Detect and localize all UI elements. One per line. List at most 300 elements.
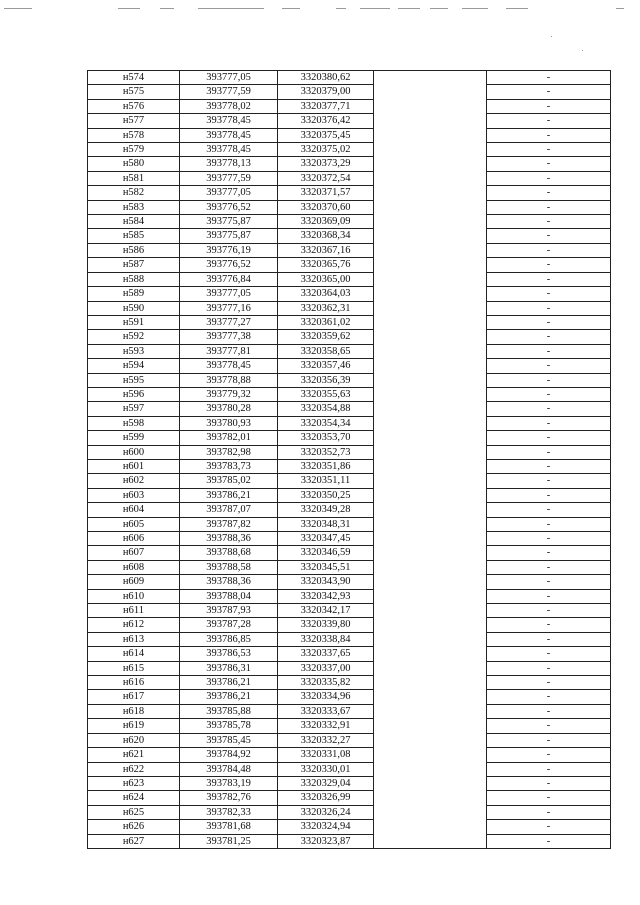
note-cell: - <box>487 402 611 416</box>
point-cell: н612 <box>88 618 180 632</box>
note-cell: - <box>487 532 611 546</box>
point-cell: н603 <box>88 488 180 502</box>
note-cell: - <box>487 604 611 618</box>
note-cell: - <box>487 272 611 286</box>
table-row <box>88 402 611 416</box>
note-cell: - <box>487 71 611 85</box>
coordinates-table-body <box>88 71 611 849</box>
point-cell: н608 <box>88 560 180 574</box>
x-coordinate-cell: 393785,45 <box>180 733 278 747</box>
y-coordinate-cell: 3320371,57 <box>278 186 374 200</box>
note-cell: - <box>487 416 611 430</box>
table-row <box>88 488 611 502</box>
empty-cell <box>374 243 487 257</box>
point-cell: н607 <box>88 546 180 560</box>
point-cell: н592 <box>88 330 180 344</box>
point-cell: н590 <box>88 301 180 315</box>
y-coordinate-cell: 3320351,11 <box>278 474 374 488</box>
note-cell: - <box>487 546 611 560</box>
point-cell: н593 <box>88 344 180 358</box>
note-cell: - <box>487 762 611 776</box>
x-coordinate-cell: 393778,45 <box>180 359 278 373</box>
scan-speck <box>551 36 552 37</box>
x-coordinate-cell: 393782,01 <box>180 431 278 445</box>
point-cell: н617 <box>88 690 180 704</box>
note-cell: - <box>487 445 611 459</box>
empty-cell <box>374 229 487 243</box>
empty-cell <box>374 748 487 762</box>
y-coordinate-cell: 3320334,96 <box>278 690 374 704</box>
point-cell: н589 <box>88 287 180 301</box>
x-coordinate-cell: 393785,88 <box>180 704 278 718</box>
point-cell: н597 <box>88 402 180 416</box>
point-cell: н620 <box>88 733 180 747</box>
x-coordinate-cell: 393787,28 <box>180 618 278 632</box>
empty-cell <box>374 560 487 574</box>
table-row <box>88 114 611 128</box>
y-coordinate-cell: 3320351,86 <box>278 459 374 473</box>
empty-cell <box>374 618 487 632</box>
empty-cell <box>374 344 487 358</box>
y-coordinate-cell: 3320380,62 <box>278 71 374 85</box>
empty-cell <box>374 330 487 344</box>
point-cell: н584 <box>88 215 180 229</box>
empty-cell <box>374 157 487 171</box>
point-cell: н576 <box>88 99 180 113</box>
note-cell: - <box>487 805 611 819</box>
point-cell: н610 <box>88 589 180 603</box>
table-row <box>88 71 611 85</box>
point-cell: н619 <box>88 719 180 733</box>
x-coordinate-cell: 393787,82 <box>180 517 278 531</box>
empty-cell <box>374 215 487 229</box>
note-cell: - <box>487 243 611 257</box>
y-coordinate-cell: 3320356,39 <box>278 373 374 387</box>
y-coordinate-cell: 3320339,80 <box>278 618 374 632</box>
y-coordinate-cell: 3320377,71 <box>278 99 374 113</box>
note-cell: - <box>487 748 611 762</box>
table-row <box>88 186 611 200</box>
y-coordinate-cell: 3320373,29 <box>278 157 374 171</box>
point-cell: н604 <box>88 503 180 517</box>
point-cell: н587 <box>88 258 180 272</box>
note-cell: - <box>487 215 611 229</box>
point-cell: н614 <box>88 647 180 661</box>
x-coordinate-cell: 393778,88 <box>180 373 278 387</box>
point-cell: н601 <box>88 459 180 473</box>
x-coordinate-cell: 393777,81 <box>180 344 278 358</box>
table-row <box>88 301 611 315</box>
note-cell: - <box>487 704 611 718</box>
x-coordinate-cell: 393777,05 <box>180 186 278 200</box>
empty-cell <box>374 503 487 517</box>
table-row <box>88 776 611 790</box>
y-coordinate-cell: 3320372,54 <box>278 171 374 185</box>
table-row <box>88 474 611 488</box>
note-cell: - <box>487 99 611 113</box>
y-coordinate-cell: 3320335,82 <box>278 676 374 690</box>
empty-cell <box>374 301 487 315</box>
y-coordinate-cell: 3320326,24 <box>278 805 374 819</box>
y-coordinate-cell: 3320347,45 <box>278 532 374 546</box>
note-cell: - <box>487 301 611 315</box>
table-row <box>88 258 611 272</box>
point-cell: н582 <box>88 186 180 200</box>
point-cell: н600 <box>88 445 180 459</box>
table-row <box>88 330 611 344</box>
note-cell: - <box>487 387 611 401</box>
note-cell: - <box>487 186 611 200</box>
point-cell: н595 <box>88 373 180 387</box>
x-coordinate-cell: 393784,92 <box>180 748 278 762</box>
table-row <box>88 589 611 603</box>
note-cell: - <box>487 733 611 747</box>
table-row <box>88 733 611 747</box>
x-coordinate-cell: 393783,19 <box>180 776 278 790</box>
table-row <box>88 200 611 214</box>
x-coordinate-cell: 393786,21 <box>180 488 278 502</box>
empty-cell <box>374 416 487 430</box>
point-cell: н583 <box>88 200 180 214</box>
table-row <box>88 503 611 517</box>
table-row <box>88 690 611 704</box>
point-cell: н602 <box>88 474 180 488</box>
note-cell: - <box>487 143 611 157</box>
x-coordinate-cell: 393786,21 <box>180 690 278 704</box>
x-coordinate-cell: 393786,31 <box>180 661 278 675</box>
x-coordinate-cell: 393787,93 <box>180 604 278 618</box>
point-cell: н618 <box>88 704 180 718</box>
x-coordinate-cell: 393777,59 <box>180 85 278 99</box>
empty-cell <box>374 676 487 690</box>
x-coordinate-cell: 393780,28 <box>180 402 278 416</box>
note-cell: - <box>487 647 611 661</box>
y-coordinate-cell: 3320362,31 <box>278 301 374 315</box>
point-cell: н615 <box>88 661 180 675</box>
note-cell: - <box>487 431 611 445</box>
table-row <box>88 748 611 762</box>
y-coordinate-cell: 3320332,91 <box>278 719 374 733</box>
x-coordinate-cell: 393775,87 <box>180 229 278 243</box>
x-coordinate-cell: 393777,27 <box>180 315 278 329</box>
scan-speck <box>582 50 583 51</box>
x-coordinate-cell: 393786,53 <box>180 647 278 661</box>
note-cell: - <box>487 575 611 589</box>
table-row <box>88 719 611 733</box>
table-row <box>88 791 611 805</box>
empty-cell <box>374 258 487 272</box>
y-coordinate-cell: 3320332,27 <box>278 733 374 747</box>
note-cell: - <box>487 128 611 142</box>
note-cell: - <box>487 200 611 214</box>
y-coordinate-cell: 3320364,03 <box>278 287 374 301</box>
y-coordinate-cell: 3320323,87 <box>278 834 374 848</box>
x-coordinate-cell: 393788,58 <box>180 560 278 574</box>
x-coordinate-cell: 393781,68 <box>180 820 278 834</box>
point-cell: н596 <box>88 387 180 401</box>
note-cell: - <box>487 488 611 502</box>
x-coordinate-cell: 393777,05 <box>180 287 278 301</box>
y-coordinate-cell: 3320342,93 <box>278 589 374 603</box>
empty-cell <box>374 287 487 301</box>
empty-cell <box>374 546 487 560</box>
table-row <box>88 445 611 459</box>
point-cell: н585 <box>88 229 180 243</box>
x-coordinate-cell: 393780,93 <box>180 416 278 430</box>
table-row <box>88 618 611 632</box>
table-row <box>88 560 611 574</box>
note-cell: - <box>487 229 611 243</box>
y-coordinate-cell: 3320367,16 <box>278 243 374 257</box>
table-row <box>88 85 611 99</box>
y-coordinate-cell: 3320376,42 <box>278 114 374 128</box>
y-coordinate-cell: 3320365,00 <box>278 272 374 286</box>
x-coordinate-cell: 393778,13 <box>180 157 278 171</box>
table-row <box>88 128 611 142</box>
table-row <box>88 272 611 286</box>
x-coordinate-cell: 393783,73 <box>180 459 278 473</box>
note-cell: - <box>487 258 611 272</box>
table-row <box>88 704 611 718</box>
y-coordinate-cell: 3320361,02 <box>278 315 374 329</box>
y-coordinate-cell: 3320343,90 <box>278 575 374 589</box>
point-cell: н611 <box>88 604 180 618</box>
x-coordinate-cell: 393784,48 <box>180 762 278 776</box>
y-coordinate-cell: 3320346,59 <box>278 546 374 560</box>
x-coordinate-cell: 393781,25 <box>180 834 278 848</box>
empty-cell <box>374 315 487 329</box>
empty-cell <box>374 575 487 589</box>
empty-cell <box>374 272 487 286</box>
point-cell: н594 <box>88 359 180 373</box>
y-coordinate-cell: 3320369,09 <box>278 215 374 229</box>
table-row <box>88 546 611 560</box>
table-row <box>88 661 611 675</box>
note-cell: - <box>487 719 611 733</box>
note-cell: - <box>487 820 611 834</box>
empty-cell <box>374 128 487 142</box>
empty-cell <box>374 402 487 416</box>
empty-cell <box>374 445 487 459</box>
empty-cell <box>374 143 487 157</box>
x-coordinate-cell: 393782,98 <box>180 445 278 459</box>
note-cell: - <box>487 503 611 517</box>
note-cell: - <box>487 459 611 473</box>
note-cell: - <box>487 791 611 805</box>
empty-cell <box>374 488 487 502</box>
table-row <box>88 99 611 113</box>
x-coordinate-cell: 393788,36 <box>180 532 278 546</box>
x-coordinate-cell: 393777,38 <box>180 330 278 344</box>
y-coordinate-cell: 3320359,62 <box>278 330 374 344</box>
empty-cell <box>374 834 487 848</box>
scan-header-noise <box>0 0 640 20</box>
x-coordinate-cell: 393778,45 <box>180 128 278 142</box>
note-cell: - <box>487 315 611 329</box>
table-row <box>88 575 611 589</box>
note-cell: - <box>487 661 611 675</box>
y-coordinate-cell: 3320354,88 <box>278 402 374 416</box>
x-coordinate-cell: 393787,07 <box>180 503 278 517</box>
point-cell: н579 <box>88 143 180 157</box>
table-row <box>88 647 611 661</box>
note-cell: - <box>487 474 611 488</box>
empty-cell <box>374 704 487 718</box>
point-cell: н580 <box>88 157 180 171</box>
table-row <box>88 143 611 157</box>
point-cell: н578 <box>88 128 180 142</box>
note-cell: - <box>487 690 611 704</box>
y-coordinate-cell: 3320338,84 <box>278 632 374 646</box>
point-cell: н598 <box>88 416 180 430</box>
table-row <box>88 805 611 819</box>
x-coordinate-cell: 393778,02 <box>180 99 278 113</box>
x-coordinate-cell: 393775,87 <box>180 215 278 229</box>
empty-cell <box>374 459 487 473</box>
point-cell: н577 <box>88 114 180 128</box>
y-coordinate-cell: 3320375,45 <box>278 128 374 142</box>
table-row <box>88 387 611 401</box>
table-row <box>88 604 611 618</box>
y-coordinate-cell: 3320345,51 <box>278 560 374 574</box>
table-row <box>88 243 611 257</box>
point-cell: н574 <box>88 71 180 85</box>
empty-cell <box>374 589 487 603</box>
x-coordinate-cell: 393785,78 <box>180 719 278 733</box>
note-cell: - <box>487 157 611 171</box>
coordinates-table <box>87 70 611 849</box>
table-row <box>88 416 611 430</box>
table-row <box>88 359 611 373</box>
empty-cell <box>374 820 487 834</box>
y-coordinate-cell: 3320337,65 <box>278 647 374 661</box>
table-row <box>88 431 611 445</box>
empty-cell <box>374 387 487 401</box>
x-coordinate-cell: 393777,59 <box>180 171 278 185</box>
empty-cell <box>374 791 487 805</box>
empty-cell <box>374 805 487 819</box>
note-cell: - <box>487 632 611 646</box>
point-cell: н623 <box>88 776 180 790</box>
empty-cell <box>374 99 487 113</box>
y-coordinate-cell: 3320358,65 <box>278 344 374 358</box>
x-coordinate-cell: 393778,45 <box>180 114 278 128</box>
y-coordinate-cell: 3320329,04 <box>278 776 374 790</box>
point-cell: н627 <box>88 834 180 848</box>
table-row <box>88 632 611 646</box>
y-coordinate-cell: 3320354,34 <box>278 416 374 430</box>
table-row <box>88 287 611 301</box>
point-cell: н625 <box>88 805 180 819</box>
point-cell: н606 <box>88 532 180 546</box>
y-coordinate-cell: 3320331,08 <box>278 748 374 762</box>
x-coordinate-cell: 393786,85 <box>180 632 278 646</box>
empty-cell <box>374 762 487 776</box>
y-coordinate-cell: 3320368,34 <box>278 229 374 243</box>
x-coordinate-cell: 393782,76 <box>180 791 278 805</box>
point-cell: н599 <box>88 431 180 445</box>
point-cell: н616 <box>88 676 180 690</box>
point-cell: н622 <box>88 762 180 776</box>
x-coordinate-cell: 393785,02 <box>180 474 278 488</box>
empty-cell <box>374 85 487 99</box>
table-row <box>88 532 611 546</box>
table-row <box>88 517 611 531</box>
y-coordinate-cell: 3320350,25 <box>278 488 374 502</box>
note-cell: - <box>487 776 611 790</box>
point-cell: н609 <box>88 575 180 589</box>
empty-cell <box>374 200 487 214</box>
x-coordinate-cell: 393788,68 <box>180 546 278 560</box>
table-row <box>88 373 611 387</box>
empty-cell <box>374 632 487 646</box>
note-cell: - <box>487 560 611 574</box>
table-row <box>88 676 611 690</box>
empty-cell <box>374 373 487 387</box>
empty-cell <box>374 474 487 488</box>
y-coordinate-cell: 3320365,76 <box>278 258 374 272</box>
note-cell: - <box>487 85 611 99</box>
x-coordinate-cell: 393776,84 <box>180 272 278 286</box>
x-coordinate-cell: 393779,32 <box>180 387 278 401</box>
table-row <box>88 229 611 243</box>
y-coordinate-cell: 3320326,99 <box>278 791 374 805</box>
empty-cell <box>374 517 487 531</box>
y-coordinate-cell: 3320330,01 <box>278 762 374 776</box>
table-row <box>88 820 611 834</box>
point-cell: н626 <box>88 820 180 834</box>
y-coordinate-cell: 3320349,28 <box>278 503 374 517</box>
empty-cell <box>374 186 487 200</box>
point-cell: н586 <box>88 243 180 257</box>
x-coordinate-cell: 393788,36 <box>180 575 278 589</box>
empty-cell <box>374 532 487 546</box>
note-cell: - <box>487 618 611 632</box>
note-cell: - <box>487 344 611 358</box>
x-coordinate-cell: 393777,16 <box>180 301 278 315</box>
table-row <box>88 171 611 185</box>
y-coordinate-cell: 3320342,17 <box>278 604 374 618</box>
table-row <box>88 834 611 848</box>
table-row <box>88 315 611 329</box>
empty-cell <box>374 71 487 85</box>
empty-cell <box>374 647 487 661</box>
y-coordinate-cell: 3320375,02 <box>278 143 374 157</box>
x-coordinate-cell: 393778,45 <box>180 143 278 157</box>
x-coordinate-cell: 393788,04 <box>180 589 278 603</box>
empty-cell <box>374 604 487 618</box>
note-cell: - <box>487 114 611 128</box>
empty-cell <box>374 776 487 790</box>
point-cell: н575 <box>88 85 180 99</box>
note-cell: - <box>487 330 611 344</box>
x-coordinate-cell: 393786,21 <box>180 676 278 690</box>
point-cell: н588 <box>88 272 180 286</box>
point-cell: н591 <box>88 315 180 329</box>
note-cell: - <box>487 359 611 373</box>
x-coordinate-cell: 393777,05 <box>180 71 278 85</box>
table-row <box>88 157 611 171</box>
note-cell: - <box>487 287 611 301</box>
x-coordinate-cell: 393782,33 <box>180 805 278 819</box>
x-coordinate-cell: 393776,52 <box>180 258 278 272</box>
note-cell: - <box>487 589 611 603</box>
y-coordinate-cell: 3320379,00 <box>278 85 374 99</box>
note-cell: - <box>487 171 611 185</box>
empty-cell <box>374 431 487 445</box>
note-cell: - <box>487 517 611 531</box>
note-cell: - <box>487 834 611 848</box>
